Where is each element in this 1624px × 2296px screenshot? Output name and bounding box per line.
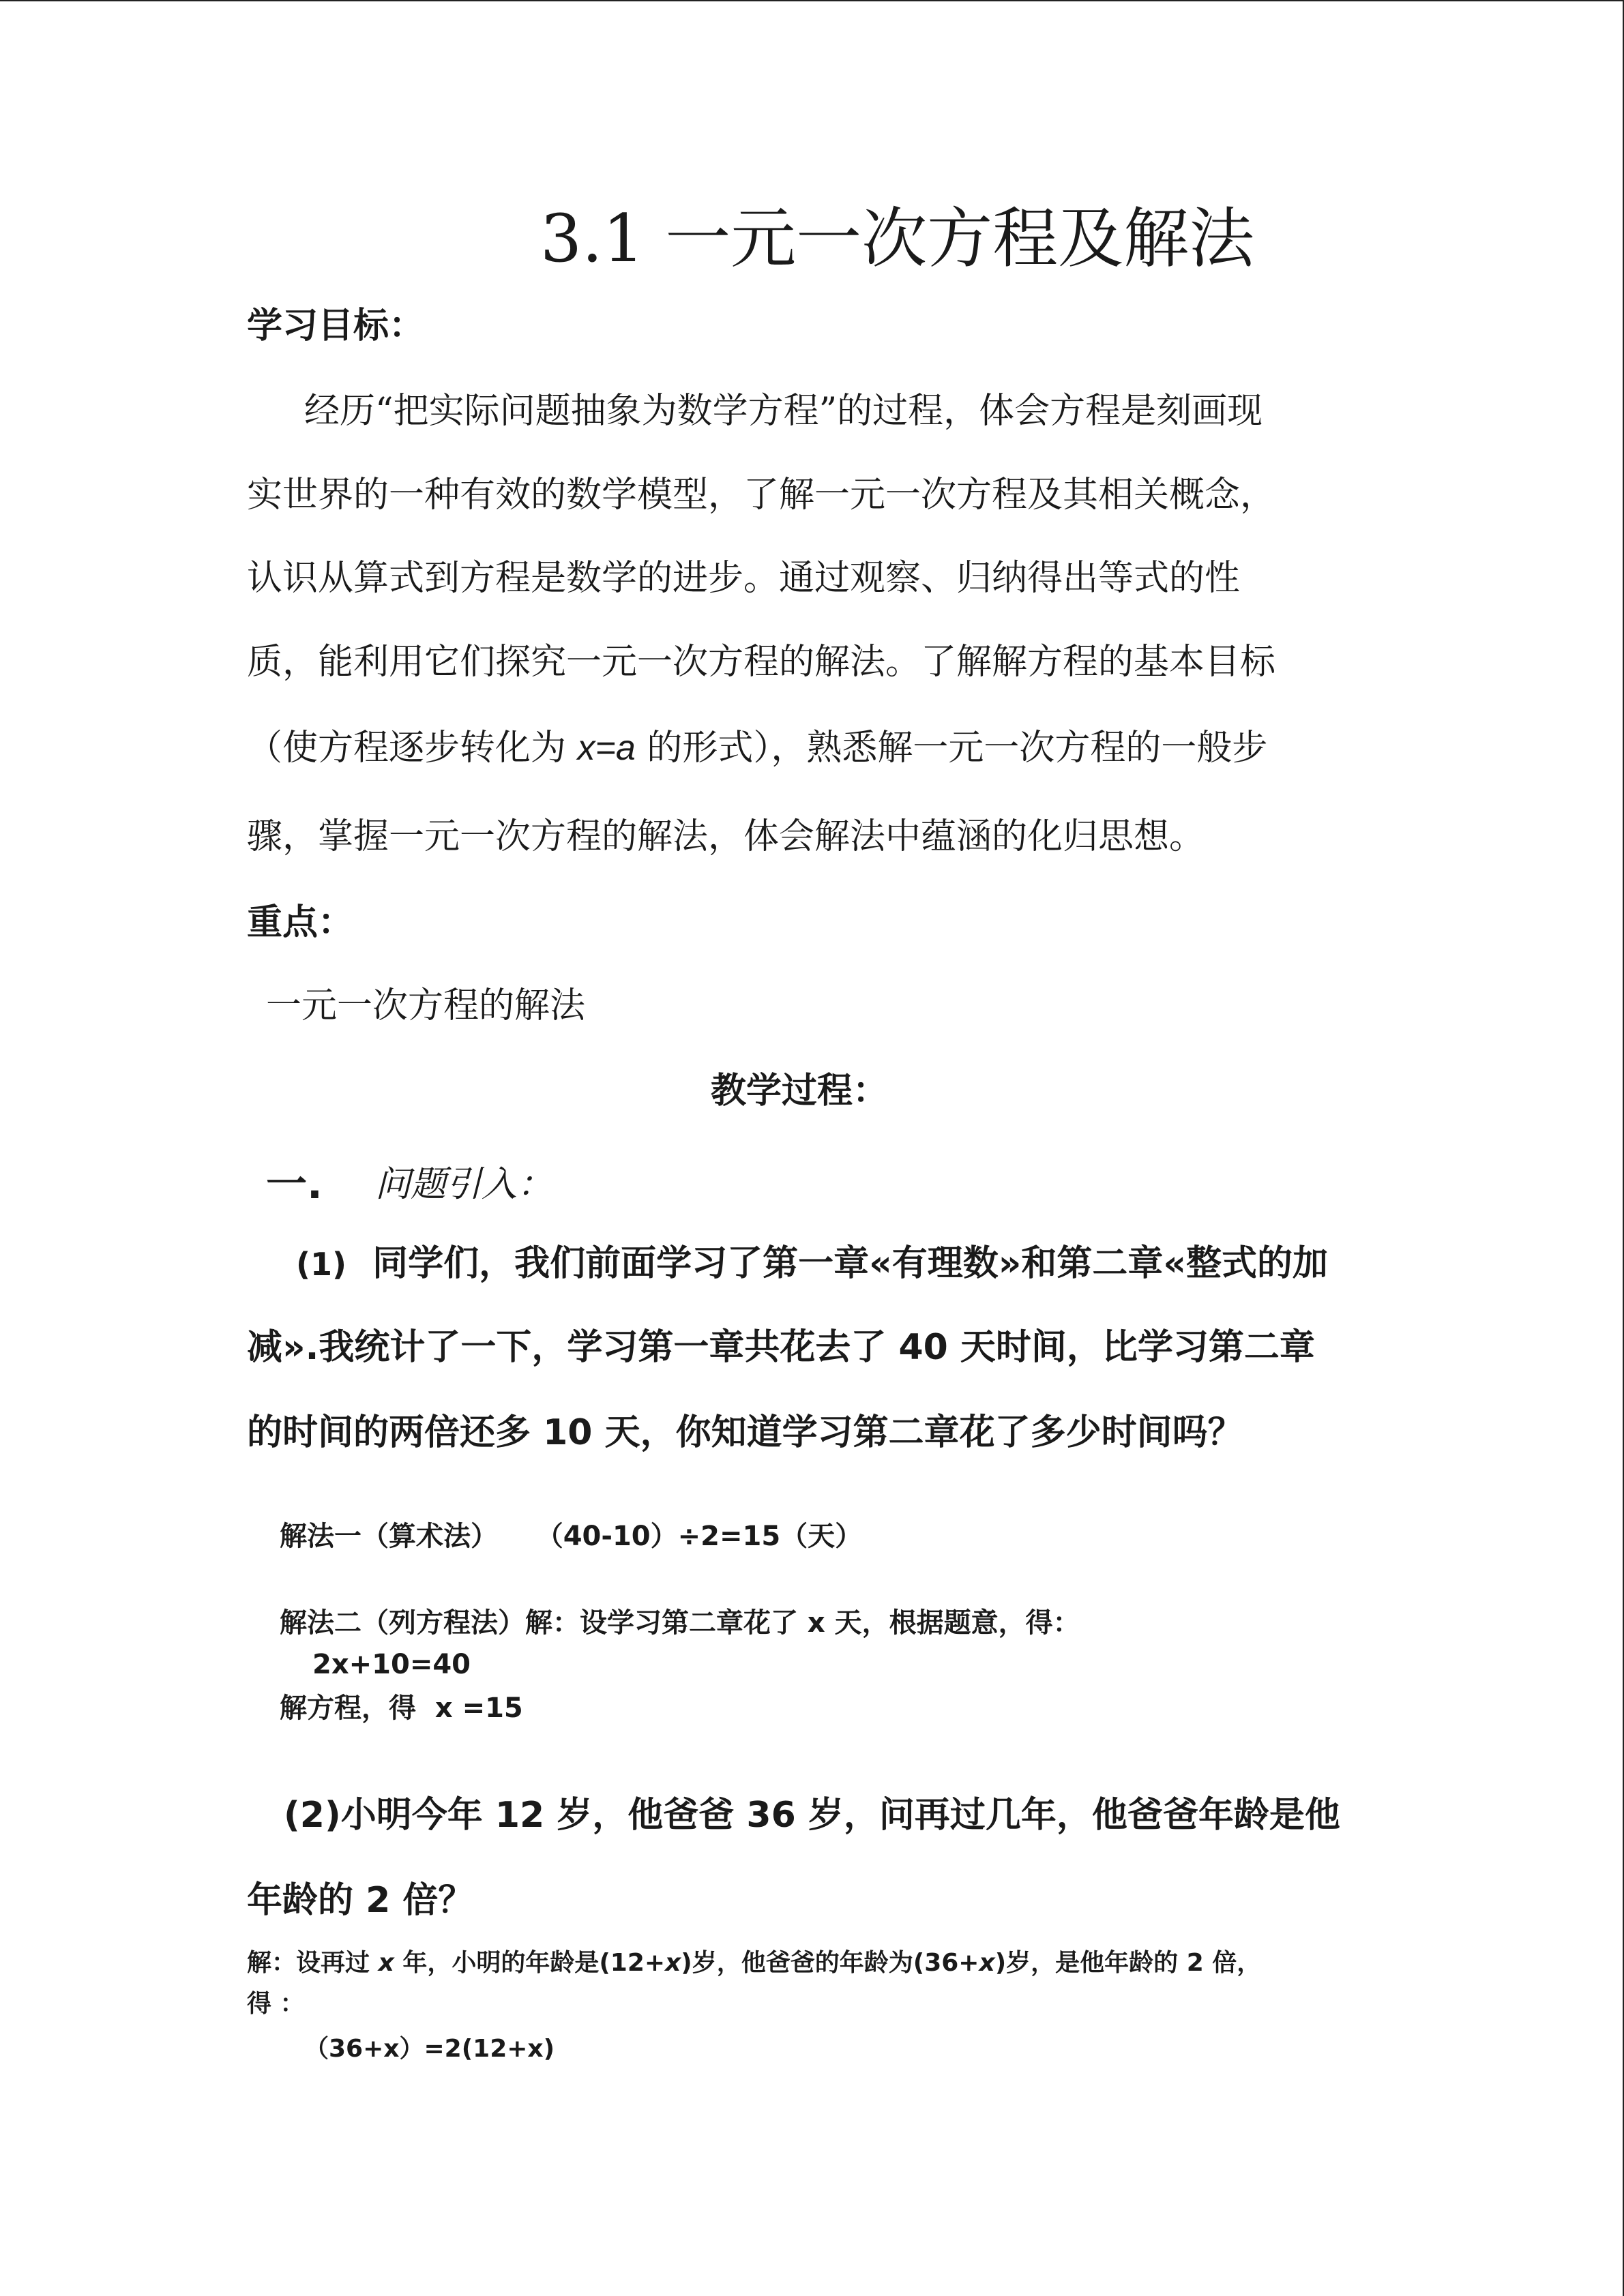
objectives-line-4: 质，能利用它们探究一元一次方程的解法。了解解方程的基本目标 <box>247 642 1276 683</box>
method-2: 解法二（列方程法）解：设学习第二章花了 x 天，根据题意，得： <box>280 1607 1080 1639</box>
method-1: 解法一（算术法） （40-10）÷2=15（天） <box>280 1521 863 1552</box>
problem-2-line-1: (2)小明今年 12 岁，他爸爸 36 岁，问再过几年，他爸爸年龄是他 <box>284 1795 1340 1836</box>
solution-1: 解方程，得 x =15 <box>280 1693 523 1724</box>
problem-2-answer-line-2: 得 ： <box>247 1990 305 2018</box>
problem-1-text: 同学们，我们前面学习了第一章«有理数»和第二章«整式的加 <box>372 1243 1328 1284</box>
problem-1-line-3: 的时间的两倍还多 10 天，你知道学习第二章花了多少时间吗？ <box>247 1412 1243 1453</box>
answer-variable: x <box>378 1949 394 1977</box>
section-number: 一. <box>266 1161 323 1208</box>
objectives-line-3: 认识从算式到方程是数学的进步。通过观察、归纳得出等式的性 <box>247 558 1241 599</box>
answer-part-d: )岁，是他年龄的 2 倍， <box>994 1949 1262 1977</box>
answer-part-c: )岁，他爸爸的年龄为(36+ <box>681 1949 979 1977</box>
objectives-line-5 <box>247 724 1267 772</box>
problem-1-line-1 <box>296 1240 1328 1288</box>
key-point-text: 一元一次方程的解法 <box>266 985 586 1026</box>
key-point-heading: 重点： <box>247 902 354 943</box>
answer-part-a: 解：设再过 <box>247 1949 370 1977</box>
objectives-heading: 学习目标： <box>247 305 425 346</box>
objectives-line-2: 实世界的一种有效的数学模型，了解一元一次方程及其相关概念， <box>247 475 1276 516</box>
section-label: 问题引入： <box>375 1164 553 1205</box>
answer-part-b: 年，小明的年龄是(12+ <box>402 1949 666 1977</box>
page-title: 3.1 一元一次方程及解法 <box>540 200 1255 277</box>
problem-1-number: (1) <box>296 1246 347 1283</box>
problem-1-line-2: 减».我统计了一下，学习第一章共花去了 40 天时间，比学习第二章 <box>247 1327 1315 1368</box>
answer-variable: x <box>979 1949 995 1977</box>
equation-1: 2x+10=40 <box>312 1649 471 1680</box>
equation-2: （36+x）=2(12+x) <box>304 2035 555 2063</box>
objectives-line-1: 经历“把实际问题抽象为数学方程”的过程，体会方程是刻画现 <box>304 391 1263 432</box>
objectives-line-5-prefix: （使方程逐步转化为 <box>247 728 567 769</box>
math-expression: x=a <box>577 728 636 768</box>
problem-2-line-2: 年龄的 2 倍？ <box>247 1880 474 1921</box>
problem-2-answer-line-1 <box>247 1946 1261 1980</box>
answer-variable: x <box>665 1949 681 1977</box>
process-heading: 教学过程： <box>711 1071 889 1112</box>
objectives-line-6: 骤，掌握一元一次方程的解法，体会解法中蕴涵的化归思想。 <box>247 816 1205 857</box>
objectives-line-5-suffix: 的形式），熟悉解一元一次方程的一般步 <box>647 728 1268 769</box>
